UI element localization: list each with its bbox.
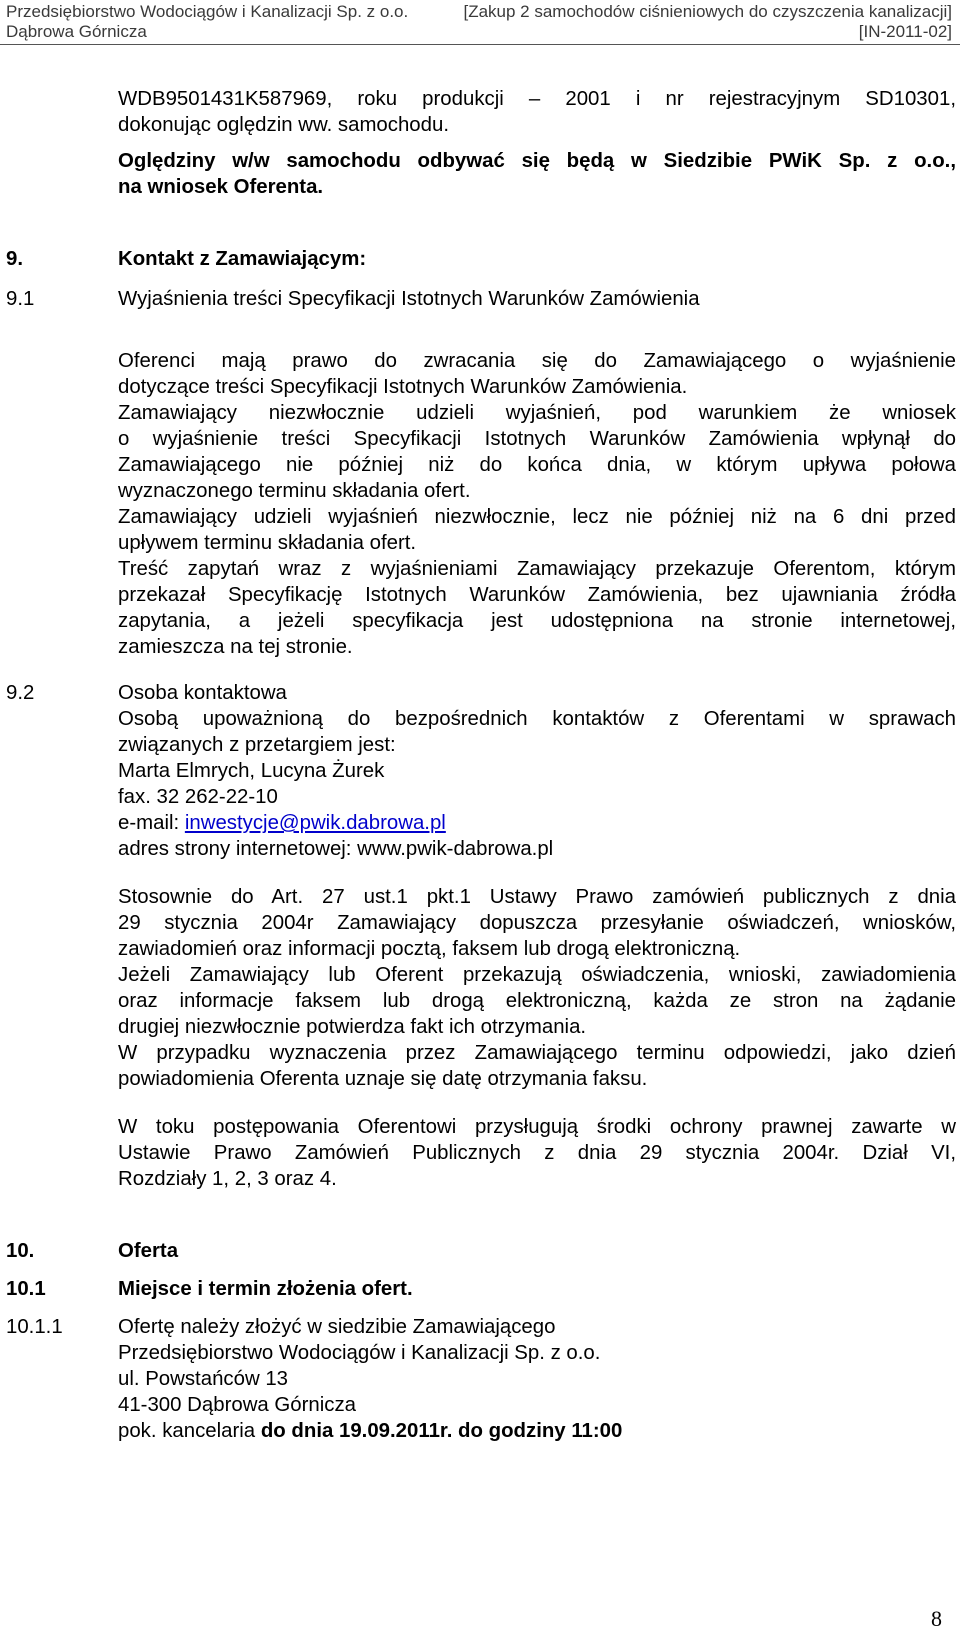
- paragraph-line: W toku postępowania Oferentowi przysługują środki ochrony prawnej zawarte w: [118, 1116, 956, 1138]
- contact-names: Marta Elmrych, Lucyna Żurek: [118, 760, 385, 782]
- deadline-date: do dnia 19.09.2011r. do godziny 11:00: [260, 1420, 623, 1442]
- intro-line: dokonując oględzin ww. samochodu.: [118, 114, 449, 136]
- intro-line: Oględziny w/w samochodu odbywać się będą w Siedzibie PWiK Sp. z o.o.,: [118, 150, 956, 172]
- address-line: Ofertę należy złożyć w siedzibie Zamawiającego: [118, 1316, 556, 1338]
- section-title: Osoba kontaktowa: [118, 682, 287, 704]
- paragraph-line: Osobą upoważnioną do bezpośrednich kontaktów z Oferentami w sprawach: [118, 708, 956, 730]
- section-number: 9.2: [6, 682, 35, 704]
- section-title: Oferta: [118, 1240, 179, 1262]
- section-title: Kontakt z Zamawiającym:: [118, 248, 367, 270]
- paragraph-line: W przypadku wyznaczenia przez Zamawiającego terminu odpowiedzi, jako dzień: [118, 1042, 956, 1064]
- paragraph-line: Treść zapytań wraz z wyjaśnieniami Zamawiający przekazuje Oferentom, którym: [118, 558, 956, 580]
- paragraph-line: wyznaczonego terminu składania ofert.: [118, 480, 471, 502]
- paragraph-line: zamieszcza na tej stronie.: [118, 636, 353, 658]
- address-line: 41-300 Dąbrowa Górnicza: [118, 1394, 357, 1416]
- paragraph-line: o wyjaśnienie treści Specyfikacji Istotnych Warunków Zamówienia wpłynął do: [118, 428, 956, 450]
- section-number: 10.1: [6, 1278, 46, 1300]
- paragraph-line: zapytania, a jeżeli specyfikacja jest udostępniona na stronie internetowej,: [118, 610, 956, 632]
- contact-website: adres strony internetowej: www.pwik-dabrowa.pl: [118, 838, 554, 860]
- deadline-line: [118, 1418, 956, 1444]
- section-title: Wyjaśnienia treści Specyfikacji Istotnych Warunków Zamówienia: [118, 288, 700, 310]
- paragraph-line: Zamawiającego nie później niż do końca dnia, w którym upływa połowa: [118, 454, 956, 476]
- paragraph-line: Zamawiający udzieli wyjaśnień niezwłocznie, lecz nie później niż na 6 dni przed: [118, 506, 956, 528]
- deadline-prefix: pok. kancelaria: [118, 1420, 261, 1442]
- intro-line: na wniosek Oferenta.: [118, 176, 324, 198]
- intro-line: WDB9501431K587969, roku produkcji – 2001 i nr rejestracyjnym SD10301,: [118, 88, 956, 110]
- paragraph-line: Oferenci mają prawo do zwracania się do Zamawiającego o wyjaśnienie: [118, 350, 956, 372]
- paragraph-line: Jeżeli Zamawiający lub Oferent przekazują oświadczenia, wnioski, zawiadomienia: [118, 964, 956, 986]
- paragraph-line: Zamawiający niezwłocznie udzieli wyjaśnień, pod warunkiem że wniosek: [118, 402, 956, 424]
- email-link[interactable]: inwestycje@pwik.dabrowa.pl: [184, 812, 446, 834]
- address-line: ul. Powstańców 13: [118, 1368, 289, 1390]
- address-line: Przedsiębiorstwo Wodociągów i Kanalizacji Sp. z o.o.: [118, 1342, 601, 1364]
- header-company-line1: Przedsiębiorstwo Wodociągów i Kanalizacji Sp. z o.o.: [6, 2, 409, 21]
- paragraph-line: Rozdziały 1, 2, 3 oraz 4.: [118, 1168, 337, 1190]
- section-number: 10.1.1: [6, 1316, 63, 1338]
- section-title: Miejsce i termin złożenia ofert.: [118, 1278, 413, 1300]
- contact-email-row: [118, 810, 956, 836]
- header-company-line2: Dąbrowa Górnicza: [6, 22, 147, 41]
- section-number: 9.: [6, 248, 24, 270]
- header-divider: [0, 44, 960, 45]
- paragraph-line: upływem terminu składania ofert.: [118, 532, 417, 554]
- paragraph-line: Stosownie do Art. 27 ust.1 pkt.1 Ustawy Prawo zamówień publicznych z dnia: [118, 886, 956, 908]
- email-label: e-mail:: [118, 812, 185, 834]
- paragraph-line: Ustawie Prawo Zamówień Publicznych z dnia 29 stycznia 2004r. Dział VI,: [118, 1142, 956, 1164]
- paragraph-line: drugiej niezwłocznie potwierdza fakt ich otrzymania.: [118, 1016, 587, 1038]
- header-subject: [Zakup 2 samochodów ciśnieniowych do czyszczenia kanalizacji]: [463, 2, 952, 21]
- paragraph-line: dotyczące treści Specyfikacji Istotnych Warunków Zamówienia.: [118, 376, 688, 398]
- contact-fax: fax. 32 262-22-10: [118, 786, 278, 808]
- section-number: 9.1: [6, 288, 35, 310]
- paragraph-line: 29 stycznia 2004r Zamawiający dopuszcza przesyłanie oświadczeń, wniosków,: [118, 912, 956, 934]
- paragraph-line: powiadomienia Oferenta uznaje się datę otrzymania faksu.: [118, 1068, 648, 1090]
- paragraph-line: oraz informacje faksem lub drogą elektroniczną, każda ze stron na żądanie: [118, 990, 956, 1012]
- paragraph-line: przekazał Specyfikację Istotnych Warunków Zamówienia, bez ujawniania źródła: [118, 584, 956, 606]
- header-code: [IN-2011-02]: [858, 22, 952, 41]
- section-number: 10.: [6, 1240, 35, 1262]
- paragraph-line: zawiadomień oraz informacji pocztą, faksem lub drogą elektroniczną.: [118, 938, 741, 960]
- page-number: 8: [931, 1606, 942, 1631]
- paragraph-line: związanych z przetargiem jest:: [118, 734, 396, 756]
